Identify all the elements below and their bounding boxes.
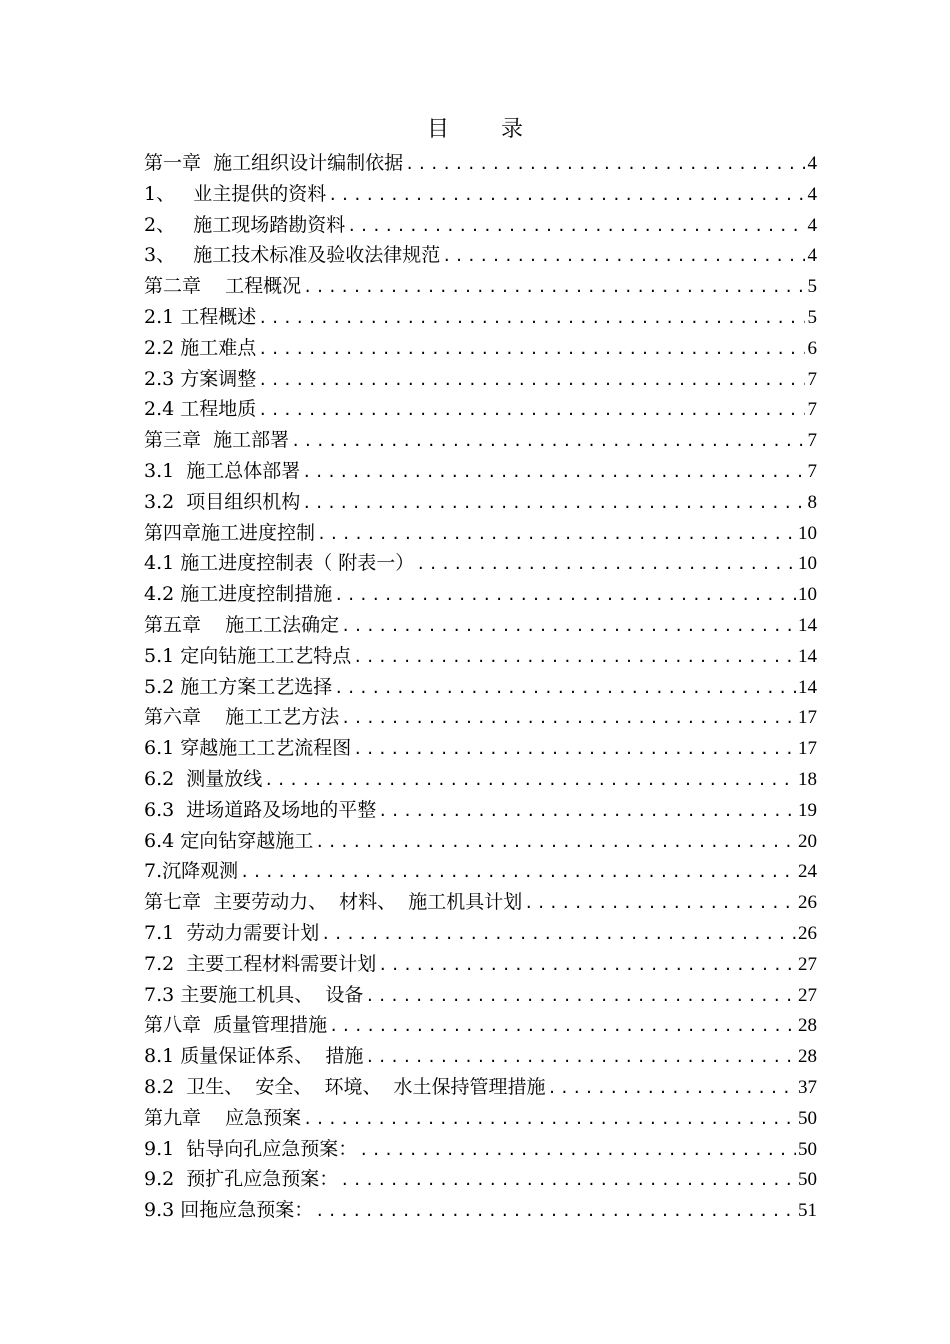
toc-entry-page-number: 7 (807, 430, 817, 452)
toc-dot-leader (524, 888, 796, 918)
toc-entry[interactable] (144, 672, 817, 703)
toc-entry-label: 9.3 回拖应急预案： (144, 1199, 314, 1222)
toc-dot-leader (240, 857, 796, 887)
toc-dot-leader (341, 703, 796, 733)
toc-entry-label: 6.4 定向钻穿越施工 (144, 829, 314, 852)
toc-entry-page-number: 17 (798, 707, 817, 729)
toc-entry-page-number: 26 (798, 892, 817, 914)
toc-entry-label: 9.1 钻导向孔应急预案： (144, 1137, 358, 1160)
toc-entry-page-number: 26 (798, 922, 817, 944)
toc-dot-leader (329, 1011, 796, 1041)
toc-dot-leader (258, 395, 805, 425)
toc-dot-leader (548, 1073, 796, 1103)
toc-entry-page-number: 50 (798, 1138, 817, 1160)
toc-entry[interactable] (144, 487, 817, 518)
toc-entry-page-number: 4 (807, 183, 817, 205)
toc-entry-label: 2.4 工程地质 (144, 398, 257, 421)
toc-entry-label: 6.1 穿越施工工艺流程图 (144, 737, 352, 760)
toc-entry[interactable] (144, 271, 817, 302)
toc-entry-label: 第九章 应急预案 (144, 1106, 302, 1129)
toc-title-part1: 目 (426, 117, 449, 142)
toc-dot-leader (315, 1196, 796, 1226)
toc-entry-label: 6.2 测量放线 (144, 767, 263, 790)
toc-entry-label: 第五章 施工工法确定 (144, 613, 340, 636)
toc-entry[interactable] (144, 641, 817, 672)
toc-dot-leader (416, 549, 796, 579)
toc-entry[interactable] (144, 394, 817, 425)
toc-entry-page-number: 14 (798, 645, 817, 667)
toc-entry-label: 5.1 定向钻施工工艺特点 (144, 644, 352, 667)
toc-entry-page-number: 7 (807, 460, 817, 482)
toc-entry-page-number: 4 (807, 245, 817, 267)
toc-entry-page-number: 7 (807, 368, 817, 390)
toc-dot-leader (340, 1165, 796, 1195)
toc-entry-label: 3.1 施工总体部署 (144, 459, 301, 482)
toc-entry-page-number: 19 (798, 799, 817, 821)
toc-entry-page-number: 8 (807, 491, 817, 513)
toc-entry-label: 6.3 进场道路及场地的平整 (144, 798, 377, 821)
toc-entry-page-number: 27 (798, 984, 817, 1006)
toc-dot-leader (302, 457, 805, 487)
toc-entry-page-number: 37 (798, 1076, 817, 1098)
toc-dot-leader (303, 1104, 796, 1134)
toc-entry[interactable] (144, 518, 817, 549)
toc-dot-leader (359, 1135, 796, 1165)
toc-entry[interactable] (144, 949, 817, 980)
toc-dot-leader (291, 426, 805, 456)
toc-dot-leader (378, 796, 796, 826)
toc-entry-label: 第一章 施工组织设计编制依据 (144, 152, 404, 174)
toc-entry-page-number: 24 (798, 861, 817, 883)
toc-entry-page-number: 6 (807, 337, 817, 359)
toc-entry[interactable] (144, 795, 817, 826)
toc-dot-leader (334, 580, 796, 610)
toc-entry-page-number: 4 (807, 153, 817, 174)
toc-entry-label: 2.2 施工难点 (144, 336, 257, 359)
toc-entry-label: 第七章 主要劳动力、 材料、 施工机具计划 (144, 891, 523, 914)
toc-dot-leader (258, 334, 805, 364)
toc-entry[interactable] (144, 980, 817, 1011)
toc-entry[interactable] (144, 1134, 817, 1165)
toc-entry-label: 第四章施工进度控制 (144, 521, 316, 544)
toc-entry-label: 7.2 主要工程材料需要计划 (144, 952, 377, 975)
toc-entry-page-number: 10 (798, 584, 817, 606)
toc-entry-label: 4.2 施工进度控制措施 (144, 583, 333, 606)
toc-entry-page-number: 51 (798, 1200, 817, 1222)
toc-entry-label: 2.1 工程概述 (144, 305, 257, 328)
toc-entry-page-number: 18 (798, 768, 817, 790)
toc-dot-leader (334, 673, 796, 703)
toc-dot-leader (321, 919, 796, 949)
toc-entry[interactable] (144, 240, 817, 271)
toc-entry-page-number: 27 (798, 953, 817, 975)
toc-entry[interactable] (144, 579, 817, 610)
toc-entry-label: 第二章 工程概况 (144, 275, 302, 298)
toc-entry-label: 7.1 劳动力需要计划 (144, 921, 320, 944)
toc-dot-leader (303, 272, 805, 302)
toc-entry[interactable] (144, 179, 817, 210)
toc-title (0, 113, 950, 147)
toc-dot-leader (365, 981, 796, 1011)
toc-entry[interactable] (144, 364, 817, 395)
toc-dot-leader (258, 303, 805, 333)
toc-dot-leader (258, 365, 805, 395)
toc-entry[interactable] (144, 826, 817, 857)
toc-entry[interactable] (144, 456, 817, 487)
toc-entry-label: 7.沉降观测 (144, 860, 239, 883)
toc-entry[interactable] (144, 702, 817, 733)
toc-entry[interactable] (144, 1164, 817, 1195)
toc-entry[interactable] (144, 1072, 817, 1103)
toc-entry-page-number: 10 (798, 522, 817, 544)
toc-entry[interactable] (144, 1103, 817, 1134)
toc-entry-page-number: 20 (798, 830, 817, 852)
toc-entry[interactable] (144, 548, 817, 579)
toc-entry[interactable] (144, 856, 817, 887)
toc-entry-label: 第六章 施工工艺方法 (144, 706, 340, 729)
toc-dot-leader (341, 611, 796, 641)
toc-dot-leader (347, 211, 805, 241)
toc-entry[interactable] (144, 302, 817, 333)
toc-entry-label: 2、 施工现场踏勘资料 (144, 213, 346, 236)
toc-entry-label: 7.3 主要施工机具、 设备 (144, 983, 364, 1006)
toc-entry[interactable] (144, 733, 817, 764)
toc-entry[interactable] (144, 1041, 817, 1072)
toc-entry-page-number: 5 (807, 276, 817, 298)
toc-entry[interactable] (144, 210, 817, 241)
toc-dot-leader (405, 149, 805, 179)
toc-entry-label: 第八章 质量管理措施 (144, 1014, 328, 1037)
toc-entry[interactable] (144, 918, 817, 949)
toc-entry-page-number: 17 (798, 738, 817, 760)
toc-entry-label: 第三章 施工部署 (144, 429, 290, 452)
toc-dot-leader (353, 734, 796, 764)
toc-entry[interactable] (144, 610, 817, 641)
toc-entry[interactable] (144, 148, 817, 179)
toc-entry-page-number: 50 (798, 1169, 817, 1191)
toc-entry-page-number: 5 (807, 306, 817, 328)
toc-entry-label: 9.2 预扩孔应急预案： (144, 1168, 339, 1191)
toc-entry-label: 8.2 卫生、 安全、 环境、 水土保持管理措施 (144, 1075, 546, 1098)
toc-entry-label: 2.3 方案调整 (144, 367, 257, 390)
toc-entry-label: 5.2 施工方案工艺选择 (144, 675, 333, 698)
toc-entry-page-number: 7 (807, 399, 817, 421)
toc-entry-page-number: 50 (798, 1107, 817, 1129)
toc-list (144, 148, 817, 1226)
toc-dot-leader (378, 950, 796, 980)
toc-entry-label: 3.2 项目组织机构 (144, 490, 301, 513)
toc-dot-leader (302, 488, 805, 518)
toc-entry[interactable] (144, 333, 817, 364)
toc-entry[interactable] (144, 887, 817, 918)
toc-dot-leader (353, 642, 796, 672)
toc-dot-leader (328, 180, 805, 210)
toc-entry-page-number: 4 (807, 214, 817, 236)
toc-entry[interactable] (144, 1195, 817, 1226)
toc-entry-page-number: 10 (798, 553, 817, 575)
toc-entry-page-number: 14 (798, 614, 817, 636)
toc-entry-label: 8.1 质量保证体系、 措施 (144, 1045, 364, 1068)
toc-entry-label: 1、 业主提供的资料 (144, 182, 327, 205)
toc-entry-page-number: 28 (798, 1046, 817, 1068)
toc-title-part2: 录 (501, 117, 524, 142)
toc-entry[interactable] (144, 425, 817, 456)
toc-dot-leader (442, 241, 805, 271)
toc-dot-leader (317, 519, 796, 549)
toc-dot-leader (365, 1042, 796, 1072)
toc-dot-leader (264, 765, 796, 795)
toc-entry-page-number: 14 (798, 676, 817, 698)
toc-dot-leader (315, 827, 796, 857)
toc-entry-label: 4.1 施工进度控制表（ 附表一） (144, 552, 415, 575)
toc-entry-label: 3、 施工技术标准及验收法律规范 (144, 244, 441, 267)
toc-entry[interactable] (144, 764, 817, 795)
toc-entry[interactable] (144, 1010, 817, 1041)
toc-entry-page-number: 28 (798, 1015, 817, 1037)
